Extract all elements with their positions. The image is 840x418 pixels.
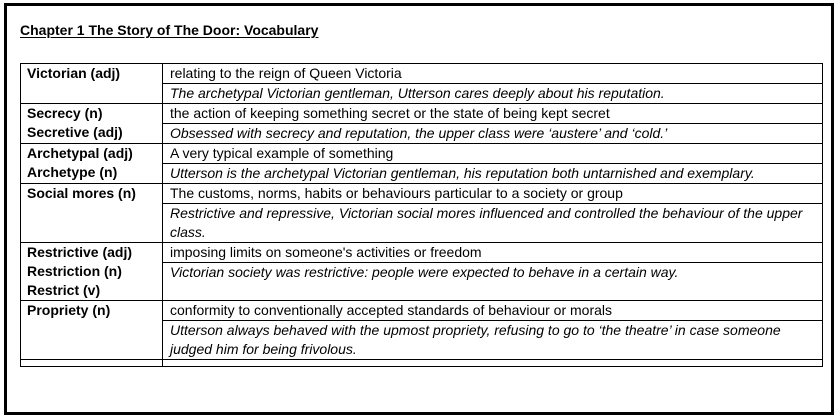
- term-cell: [21, 301, 163, 360]
- example-sentence: Utterson is the archetypal Victorian gentleman, his reputation both untarnished and exemplary.: [170, 165, 755, 181]
- definition: imposing limits on someone's activities or freedom: [163, 243, 822, 263]
- definition-cell: [163, 243, 823, 301]
- example-sentence: The archetypal Victorian gentleman, Utterson cares deeply about his reputation.: [170, 85, 665, 101]
- definition: conformity to conventionally accepted standards of behaviour or morals: [163, 301, 822, 321]
- definition-cell: [163, 144, 823, 184]
- term: Propriety (n): [27, 302, 111, 318]
- definition: A very typical example of something: [163, 144, 822, 164]
- term: Restrictive (adj): [27, 244, 133, 260]
- vocab-row-archetypal: [21, 144, 823, 184]
- term: Restriction (n): [27, 263, 122, 279]
- vocab-row-restrictive: [21, 243, 823, 301]
- vocab-row-secrecy: [21, 104, 823, 144]
- term-cell: [21, 64, 163, 104]
- term: Victorian (adj): [27, 65, 121, 81]
- definition: The customs, norms, habits or behaviours particular to a society or group: [163, 184, 822, 204]
- example-sentence: Obsessed with secrecy and reputation, the upper class were ‘austere’ and ‘cold.’: [170, 125, 668, 141]
- example-sentence: Restrictive and repressive, Victorian social mores influenced and controlled the behaviour of the upper class.: [170, 205, 803, 240]
- definition: the action of keeping something secret or the state of being kept secret: [163, 104, 822, 124]
- term: Secrecy (n): [27, 105, 103, 121]
- term-cell: [21, 184, 163, 243]
- definition-cell: [163, 184, 823, 243]
- example-sentence: Utterson always behaved with the upmost propriety, refusing to go to ‘the theatre’ in case someone judged him for being frivolous.: [170, 322, 781, 357]
- definition-cell: [163, 104, 823, 144]
- term: Archetype (n): [27, 164, 118, 180]
- document-frame: [4, 3, 834, 415]
- term: Social mores (n): [27, 185, 136, 201]
- term: Archetypal (adj): [27, 145, 133, 161]
- term-cell: [21, 104, 163, 144]
- vocab-row-victorian: [21, 64, 823, 104]
- table-row-empty: [21, 360, 823, 367]
- term: Secretive (adj): [27, 124, 123, 140]
- example-sentence: Victorian society was restrictive: people were expected to behave in a certain way.: [170, 264, 679, 280]
- term-cell: [21, 243, 163, 301]
- definition-cell: [163, 301, 823, 360]
- vocab-row-social-mores: [21, 184, 823, 243]
- empty-cell: [163, 360, 823, 367]
- vocab-row-propriety: [21, 301, 823, 360]
- vocabulary-table: [20, 63, 823, 367]
- empty-cell: [21, 360, 163, 367]
- definition: relating to the reign of Queen Victoria: [163, 64, 822, 84]
- term: Restrict (v): [27, 282, 101, 298]
- term-cell: [21, 144, 163, 184]
- definition-cell: [163, 64, 823, 104]
- page-title: Chapter 1 The Story of The Door: Vocabulary: [20, 22, 319, 38]
